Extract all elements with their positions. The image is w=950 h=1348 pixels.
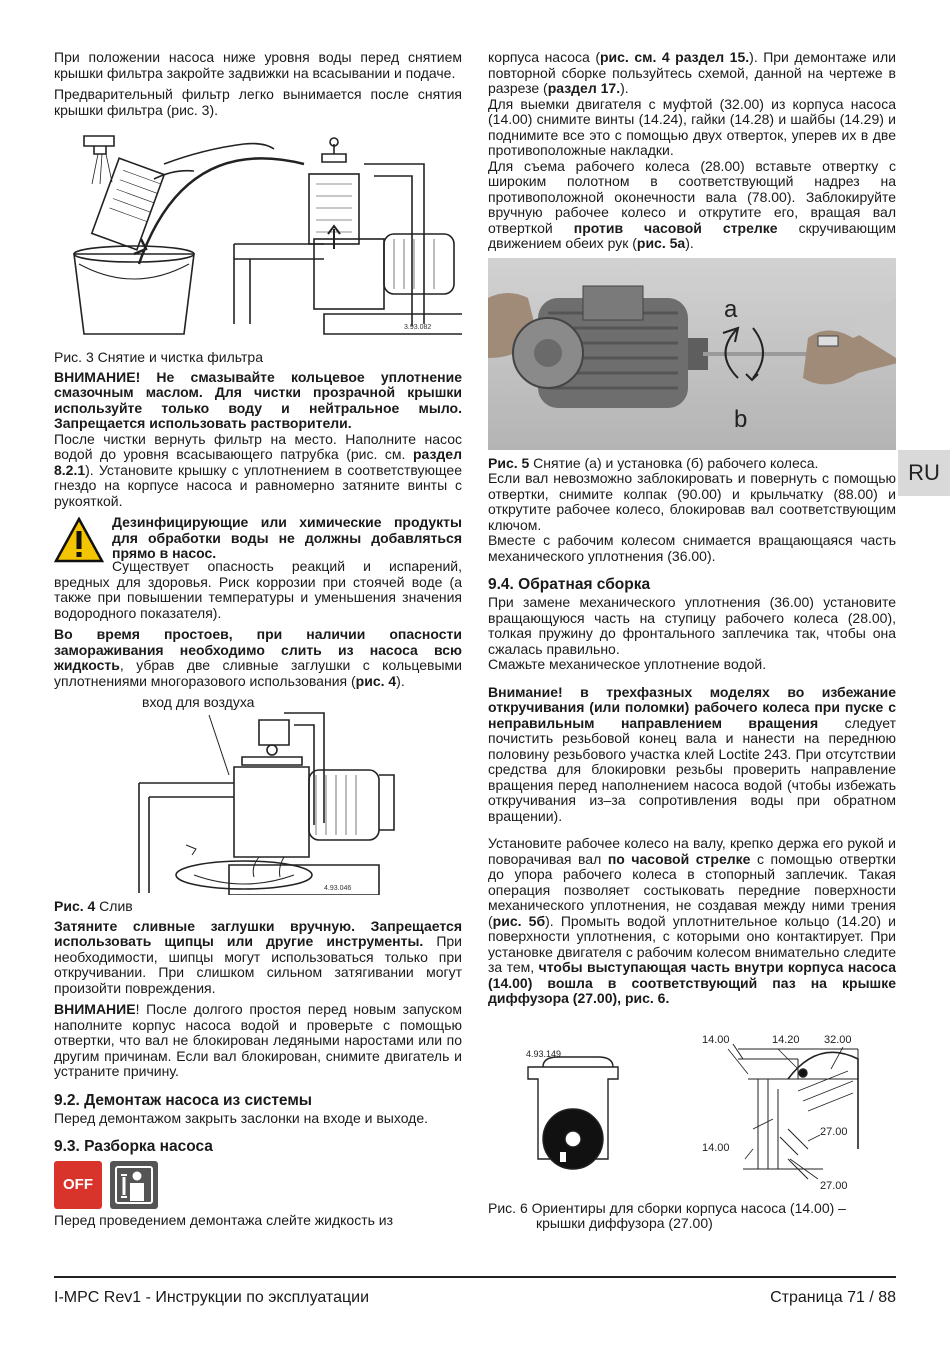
section-link[interactable]: раздел 8.2.1 bbox=[54, 446, 462, 478]
paragraph: После чистки вернуть фильтр на место. Наполните насос водой до уровня всасывающего патрубка (рис. см. раздел 8.2.1). Установите крышку с уплотнением в соответствующее гнездо на корпусе насоса и равномерно затяните винты с рукояткой. bbox=[54, 430, 462, 509]
figure-3-caption: Рис. 3 Снятие и чистка фильтра bbox=[54, 349, 263, 365]
part-label: 14.00 bbox=[702, 1033, 730, 1046]
warning-triangle-icon bbox=[54, 517, 104, 563]
figure-3 bbox=[54, 124, 462, 344]
section-link[interactable]: раздел 17. bbox=[547, 80, 621, 96]
footer-document-title: I-MPC Rev1 - Инструкции по эксплуатации bbox=[54, 1289, 370, 1306]
language-tab: RU bbox=[898, 450, 950, 496]
figure-6-caption: Рис. 6 Ориентиры для сборки корпуса насоса (14.00) – крышки диффузора (27.00) bbox=[488, 1199, 846, 1231]
part-label: 27.00 bbox=[820, 1125, 848, 1138]
paragraph: Для съема рабочего колеса (28.00) вставьте отвертку с широким полотном в соответствующий надрез на противоположной оконечности вала (78.00). Заблокируйте вручную рабочее колесо и открутите его, вращая вал отверткой против часовой стрелке скручивающим движением обеих рук (рис. 5a). bbox=[488, 157, 896, 251]
air-inlet-label: вход для воздуха bbox=[142, 694, 255, 710]
section-heading-9-3: 9.3. Разборка насоса bbox=[54, 1138, 213, 1155]
assembly-diagram bbox=[488, 1019, 896, 1195]
paragraph: При замене механического уплотнения (36.00) установите вращающуюся часть на ступицу рабочего колеса (28.00), толкая пружину до фронтального заплечика так, чтобы она сжалась правильно. bbox=[488, 594, 896, 657]
paragraph: Перед проведением демонтажа слейте жидкость из bbox=[54, 1212, 394, 1228]
filter-cleaning-illustration bbox=[54, 124, 462, 344]
footer-page-number: Страница 71 / 88 bbox=[770, 1289, 896, 1306]
paragraph: Во время простоев, при наличии опасности замораживания необходимо слить из насоса всю жидкость, убрав две сливные заглушки с кольцевыми уплотнениями многоразового использования (рис. 4). bbox=[54, 626, 462, 689]
figure-code: 3.93.082 bbox=[404, 324, 432, 331]
part-label: 27.00 bbox=[820, 1179, 848, 1192]
paragraph: Установите рабочее колесо на валу, крепко держа его рукой и поворачивая вал по часовой стрелке с помощью отвертки до упора рабочего колеса в стопорный заплечик. Такая операция позволяет состыковать передние поверхности механического уплотнения, не создавая между ними трения (рис. 5б). Промыть водой уплотнительное кольцо (14.20) и поверхности уплотнения, с которыми оно контактирует. При установке двигателя с рабочим колесом внимательно следите за тем, чтобы выступающая часть внутри корпуса насоса (14.00) вошла в соответствующий паз на крышке диффузора (27.00), рис. 6. bbox=[488, 835, 896, 1006]
wrench-person-icon bbox=[110, 1161, 158, 1209]
left-column bbox=[54, 50, 462, 1235]
figure-code: 4.93.046 bbox=[324, 885, 352, 892]
paragraph: ВНИМАНИЕ! После долгого простоя перед новым запуском наполните корпус насоса водой и проверьте с помощью отвертки, что вал не блокирован ледяными наростами или по другим причинам. Если вал блокирован, снимите двигатель и устраните причину. bbox=[54, 1001, 462, 1079]
paragraph: При положении насоса ниже уровня воды перед снятием крышки фильтра закройте задвижки на всасывании и подаче. bbox=[54, 49, 462, 81]
part-label: 32.00 bbox=[824, 1033, 852, 1046]
paragraph: Внимание! в трехфазных моделях во избежание откручивания (или поломки) рабочего колеса при пуске с неправильным направлением вращения следует почистить резьбовой конец вала и нанести на переднюю половину резьбового участка клей Loctite 243. При отсутствии средства для блокировки резьбы проверить направление вращения перед наполнением насоса водой (чтобы избежать откручивания из–за сопротивления воды при обратном вращении). bbox=[488, 683, 896, 824]
figure-4 bbox=[54, 695, 462, 895]
figure-6 bbox=[488, 1019, 896, 1195]
drain-illustration bbox=[54, 695, 462, 895]
part-label: 14.20 bbox=[772, 1033, 800, 1046]
paragraph: Существует опасность реакций и испарений, вредных для здоровья. Риск коррозии при стоячей воде (а также при повышении температуры и уменьшения значения водородного показателя). bbox=[54, 558, 462, 621]
paragraph: Перед демонтажом закрыть заслонки на входе и выходе. bbox=[54, 1109, 429, 1126]
paragraph: Если вал невозможно заблокировать и повернуть с помощью отвертки, снимите колпак (90.00) и крыльчатку (88.00) и открутите рабочее колесо, блокировав вал соответствующим ключом. bbox=[488, 470, 896, 533]
warning-text: ВНИМАНИЕ! Не смазывайте кольцевое уплотнение смазочным маслом. Для чистки прозрачной крышки используйте только воду и нейтральное мыло. Запрещается использовать растворители. bbox=[54, 368, 462, 431]
figure-4-caption: Рис. 4 Слив bbox=[54, 898, 133, 914]
section-heading-9-4: 9.4. Обратная сборка bbox=[488, 576, 651, 593]
motor-photo bbox=[488, 258, 896, 450]
section-heading-9-2: 9.2. Демонтаж насоса из системы bbox=[54, 1091, 313, 1109]
right-column bbox=[488, 50, 896, 1236]
paragraph: Для выемки двигателя с муфтой (32.00) из корпуса насоса (14.00) снимите винты (14.24), гайки (14.28) и шайбы (14.29) и поднимите все это с помощью двух отверток, уперев их в две противоположные накладки. bbox=[488, 95, 896, 158]
figure-5 bbox=[488, 258, 896, 450]
figure-5-caption: Рис. 5 Снятие (а) и установка (б) рабочего колеса. bbox=[488, 454, 819, 471]
paragraph: корпуса насоса (рис. см. 4 раздел 15.). При демонтаже или повторной сборке пользуйтесь схемой, данной на чертеже в разрезе (раздел 17.). bbox=[488, 49, 896, 96]
part-label: 14.00 bbox=[702, 1141, 730, 1154]
rotation-label-a: a bbox=[724, 295, 738, 323]
rotation-label-b: b bbox=[734, 405, 748, 433]
warning-text: Дезинфицирующие или химические продукты для обработки воды не должны добавляться прямо в насос. bbox=[112, 514, 462, 561]
footer-divider bbox=[54, 1276, 896, 1278]
paragraph: Затяните сливные заглушки вручную. Запрещается использовать щипцы или другие инструменты. При необходимости, шипцы могут использоваться только при откручивании. При слишком сильном затягивании могут произойти повреждения. bbox=[54, 917, 462, 996]
figure-code: 4.93.149 bbox=[526, 1048, 562, 1059]
paragraph: Смажьте механическое уплотнение водой. bbox=[488, 656, 767, 672]
technician-icon bbox=[110, 1161, 158, 1209]
power-off-icon: OFF bbox=[54, 1161, 102, 1209]
section-link[interactable]: рис. см. 4 раздел 15. bbox=[599, 49, 750, 65]
paragraph: Вместе с рабочим колесом снимается вращающаяся часть механического уплотнения (36.00). bbox=[488, 532, 896, 564]
chemical-warning bbox=[54, 515, 462, 563]
safety-icons bbox=[54, 1161, 462, 1209]
paragraph: Предварительный фильтр легко вынимается после снятия крышки фильтра (рис. 3). bbox=[54, 86, 462, 118]
